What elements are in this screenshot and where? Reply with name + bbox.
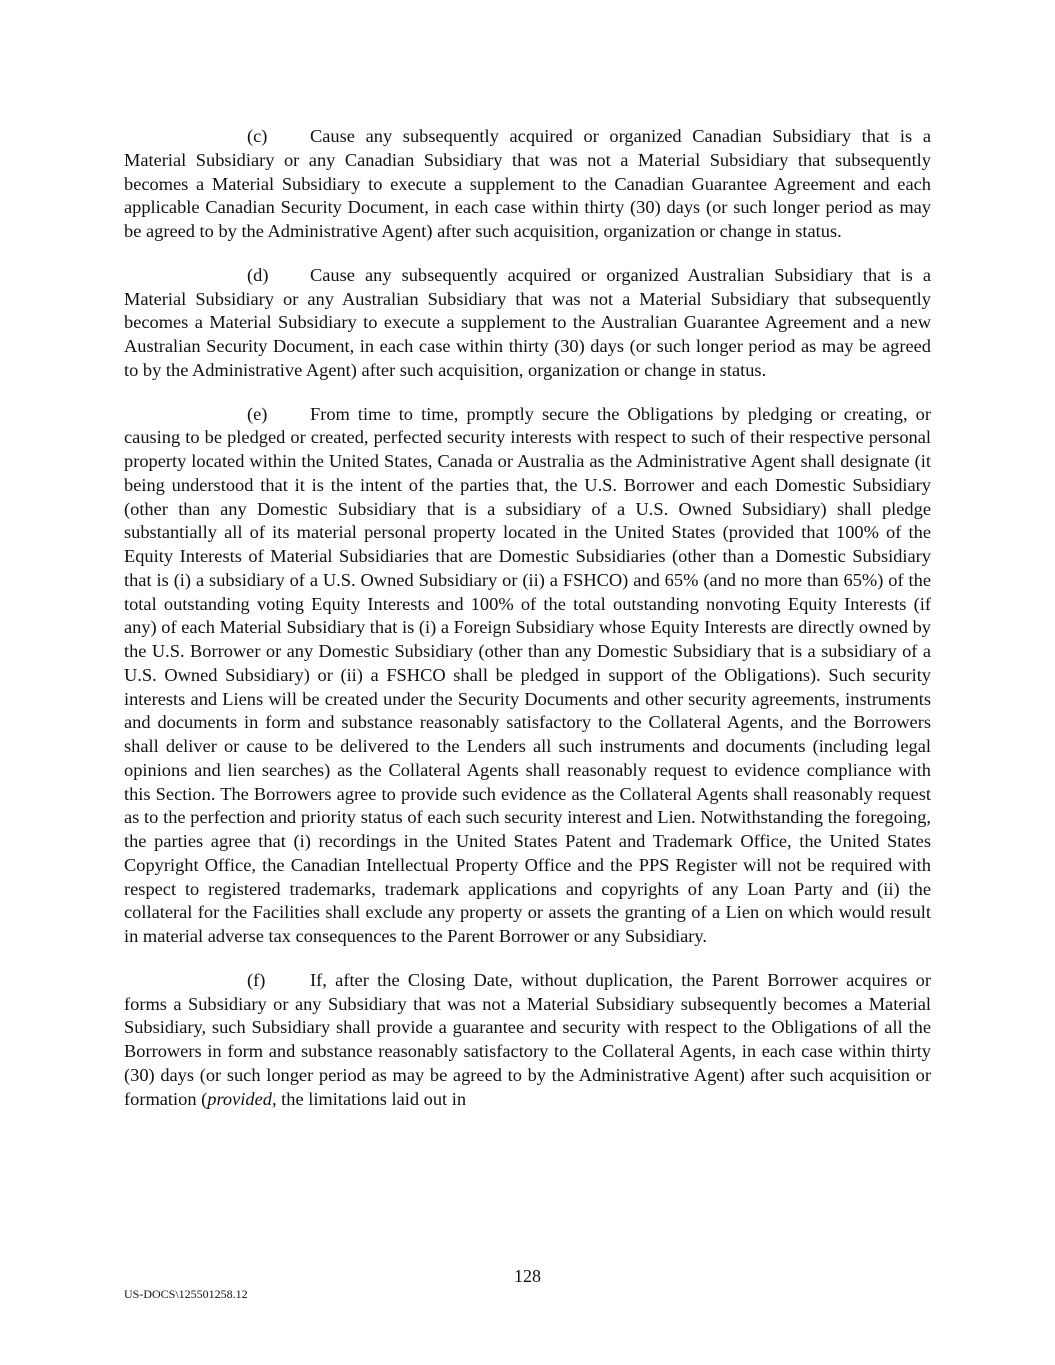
paragraph-c [124,125,931,244]
document-body [124,125,931,1131]
paragraph-text: Cause any subsequently acquired or organized Australian Subsidiary that is a Material Subsidiary or any Australian Subsidiary that was not a Material Subsidiary that subsequently becomes a Material Subsidiary to execute a supplement to the Australian Guarantee Agreement and a new Australian Security Document, in each case within thirty (30) days (or such longer period as may be agreed to by the Administrative Agent) after such acquisition, organization or change in status. [124,264,931,380]
paragraph-d [124,264,931,383]
paragraph-label: (c) [247,126,268,146]
paragraph-label: (f) [247,969,266,990]
paragraph-label: (d) [247,264,269,285]
paragraph-text-continued: , the limitations laid out in [271,1088,467,1109]
paragraph-f [124,969,931,1112]
document-id: US-DOCS\125501258.12 [124,1287,248,1301]
paragraph-text: If, after the Closing Date, without duplication, the Parent Borrower acquires or forms a Subsidiary or any Subsidiary that was not a Material Subsidiary subsequently becomes a Material Subsidiary, such Subsidiary shall provide a guarantee and security with respect to the Obligations of all the Borrowers in form and substance reasonably satisfactory to the Collateral Agents, in each case within thirty (30) days (or such longer period as may be agreed to by the Administrative Agent) after such acquisition or formation ( [124,969,931,1109]
page-number: 128 [514,1266,541,1286]
paragraph-e [124,403,931,949]
paragraph-text: Cause any subsequently acquired or organized Canadian Subsidiary that is a Material Subsidiary or any Canadian Subsidiary that was not a Material Subsidiary that subsequently becomes a Material Subsidiary to execute a supplement to the Canadian Guarantee Agreement and each applicable Canadian Security Document, in each case within thirty (30) days (or such longer period as may be agreed to by the Administrative Agent) after such acquisition, organization or change in status. [124,126,931,241]
italic-term: provided [207,1088,272,1109]
paragraph-text: From time to time, promptly secure the Obligations by pledging or creating, or causing to be pledged or created, perfected security interests with respect to such of their respective personal property located within the United States, Canada or Australia as the Administrative Agent shall designate (it being understood that it is the intent of the parties that, the U.S. Borrower and each Domestic Subsidiary (other than any Domestic Subsidiary that is a subsidiary of a U.S. Owned Subsidiary) shall pledge substantially all of its material personal property located in the United States (provided that 100% of the Equity Interests of Material Subsidiaries that are Domestic Subsidiaries (other than a Domestic Subsidiary that is (i) a subsidiary of a U.S. Owned Subsidiary or (ii) a FSHCO) and 65% (and no more than 65%) of the total outstanding voting Equity Interests and 100% of the total outstanding nonvoting Equity Interests (if any) of each Material Subsidiary that is (i) a Foreign Subsidiary whose Equity Interests are directly owned by the U.S. Borrower or any Domestic Subsidiary (other than any Domestic Subsidiary that is a subsidiary of a U.S. Owned Subsidiary) or (ii) a FSHCO shall be pledged in support of the Obligations). Such security interests and Liens will be created under the Security Documents and other security agreements, instruments and documents in form and substance reasonably satisfactory to the Collateral Agents, and the Borrowers shall deliver or cause to be delivered to the Lenders all such instruments and documents (including legal opinions and lien searches) as the Collateral Agents shall reasonably request to evidence compliance with this Section. The Borrowers agree to provide such evidence as the Collateral Agents shall reasonably request as to the perfection and priority status of each such security interest and Lien. Notwithstanding the foregoing, the parties agree that (i) recordings in the United States Patent and Trademark Office, the United States Copyright Office, the Canadian Intellectual Property Office and the PPS Register will not be required with respect to registered trademarks, trademark applications and copyrights of any Loan Party and (ii) the collateral for the Facilities shall exclude any property or assets the granting of a Lien on which would result in material adverse tax consequences to the Parent Borrower or any Subsidiary. [124,403,931,946]
paragraph-label: (e) [247,403,268,424]
